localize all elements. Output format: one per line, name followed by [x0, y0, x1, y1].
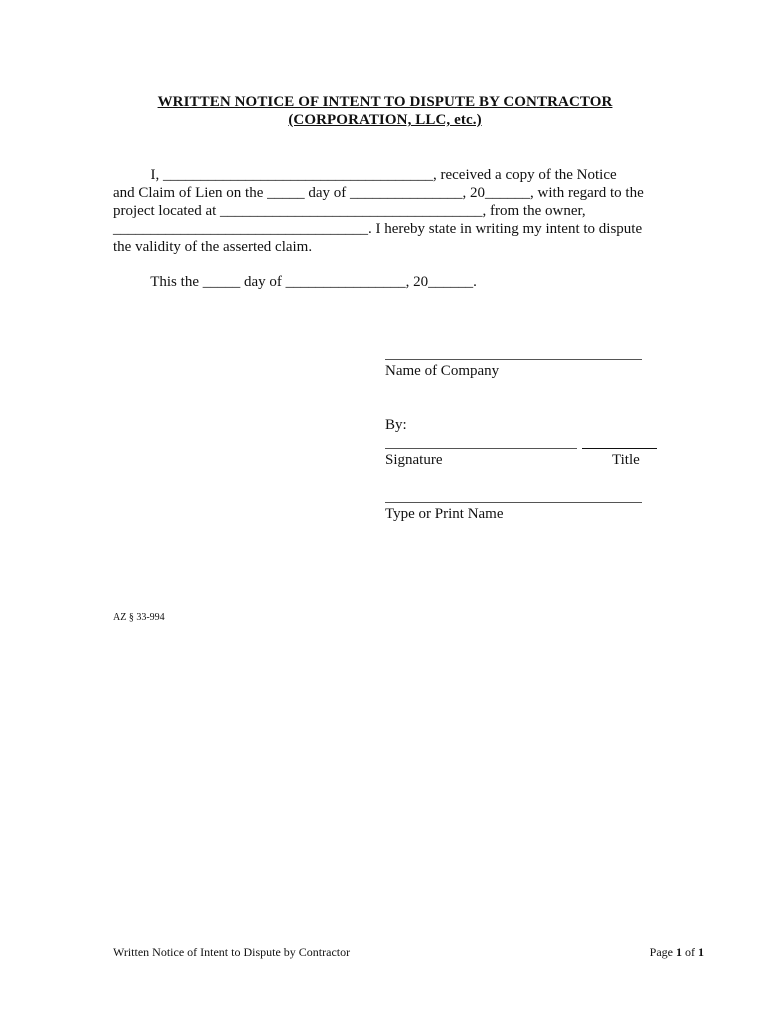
body-line-5: the validity of the asserted claim.: [113, 239, 313, 255]
footer-page-number: [650, 945, 704, 960]
footer-document-name: Written Notice of Intent to Dispute by Contractor: [113, 945, 351, 959]
print-name-line: [385, 502, 642, 503]
signature-label: Signature: [385, 452, 443, 468]
page-of: of: [682, 945, 698, 959]
statute-reference: AZ § 33-994: [113, 612, 165, 623]
print-name-label: Type or Print Name: [385, 506, 504, 522]
page-current: 1: [676, 945, 682, 959]
body-line-4: __________________________________. I hereby state in writing my intent to dispute: [113, 221, 643, 237]
body-line-2: and Claim of Lien on the _____ day of _______________, 20______, with regard to the: [113, 185, 644, 201]
document-subtitle: (CORPORATION, LLC, etc.): [288, 112, 482, 128]
by-label: By:: [385, 417, 407, 433]
body-line-1: I, ____________________________________, received a copy of the Notice: [113, 167, 617, 183]
company-name-line: [385, 359, 642, 360]
page-total: 1: [698, 945, 704, 959]
signature-line: [385, 448, 577, 449]
date-line: This the _____ day of ________________, 20______.: [113, 274, 477, 290]
page-prefix: Page: [649, 945, 676, 959]
body-line-3: project located at ___________________________________, from the owner,: [113, 203, 586, 219]
title-line: [582, 448, 657, 449]
document-title: WRITTEN NOTICE OF INTENT TO DISPUTE BY CONTRACTOR: [157, 94, 613, 110]
title-label: Title: [612, 452, 640, 468]
company-name-label: Name of Company: [385, 363, 500, 379]
